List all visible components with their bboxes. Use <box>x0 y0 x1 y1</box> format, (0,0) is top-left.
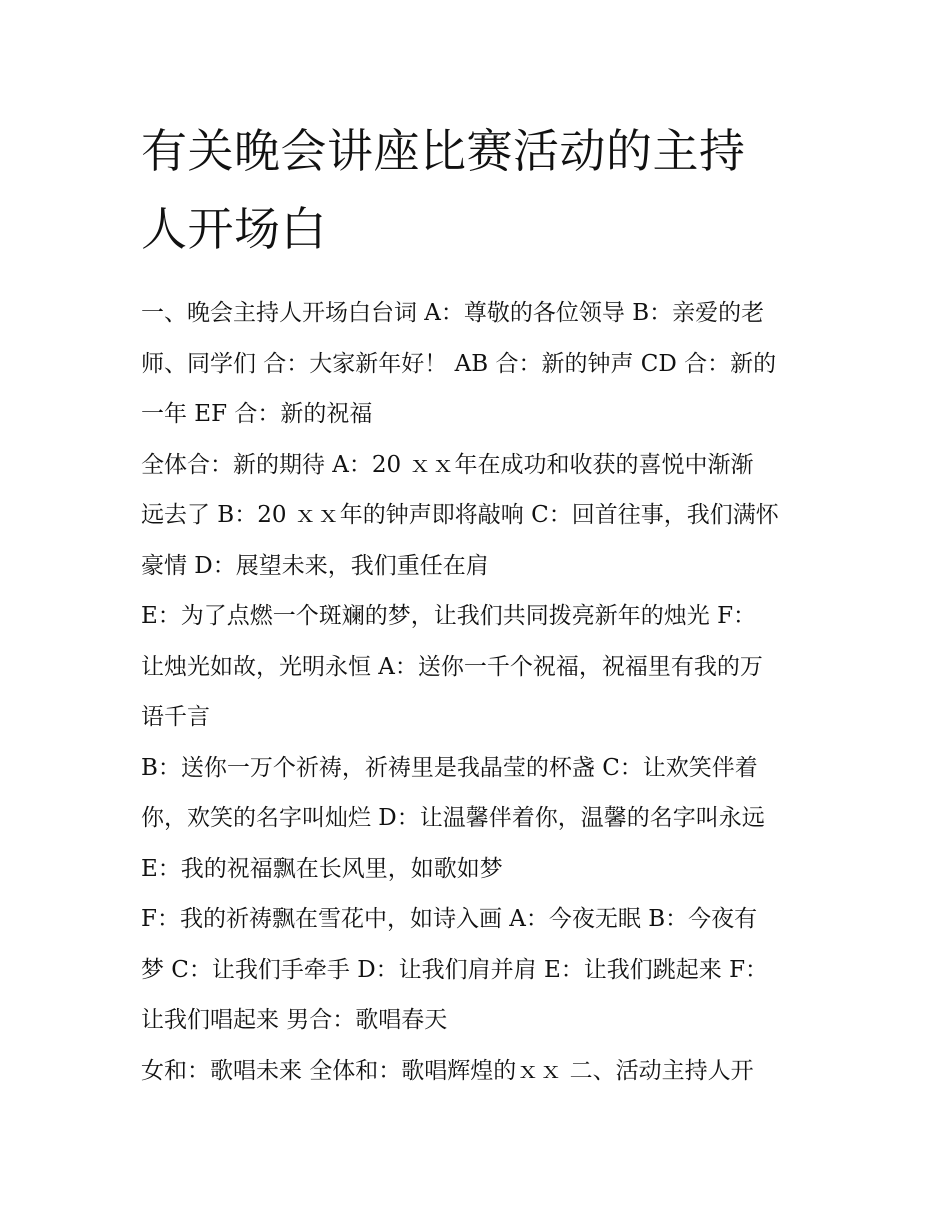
body-line-14: 梦 C：让我们手牵手 D：让我们肩并肩 E：让我们跳起来 F： <box>141 956 769 983</box>
body-line-6: 豪情 D：展望未来，我们重任在肩 <box>141 552 489 579</box>
document-page <box>141 112 813 1096</box>
body-line-3: 一年 EF 合：新的祝福 <box>141 401 373 427</box>
body-line-9: 语千言 <box>141 704 210 730</box>
body-line-11: 你，欢笑的名字叫灿烂 D：让温馨伴着你，温馨的名字叫永远 <box>141 805 765 831</box>
body-paragraph <box>141 288 813 1096</box>
body-line-13: F：我的祈祷飘在雪花中，如诗入画 A：今夜无眠 B：今夜有 <box>141 906 758 932</box>
body-line-5: 远去了 B：20 ｘｘ年的钟声即将敲响 C：回首往事，我们满怀 <box>141 502 779 528</box>
body-line-7: E：为了点燃一个斑斓的梦，让我们共同拨亮新年的烛光 F： <box>141 603 757 629</box>
body-line-15: 让我们唱起来 男合：歌唱春天 <box>141 1007 448 1033</box>
title-line-2: 人开场白 <box>141 202 327 256</box>
body-line-12: E：我的祝福飘在长风里，如歌如梦 <box>141 855 503 882</box>
body-line-8: 让烛光如故，光明永恒 A：送你一千个祝福，祝福里有我的万 <box>141 653 763 680</box>
title-line-1: 有关晚会讲座比赛活动的主持 <box>141 124 746 178</box>
body-line-16: 女和：歌唱未来 全体和：歌唱辉煌的ｘｘ 二、活动主持人开 <box>141 1057 754 1084</box>
document-title <box>141 112 813 268</box>
body-line-4: 全体合：新的期待 A：20 ｘｘ年在成功和收获的喜悦中渐渐 <box>141 451 754 478</box>
document-body <box>141 288 813 1096</box>
body-line-1: 一、晚会主持人开场白台词 A：尊敬的各位领导 B：亲爱的老 <box>141 300 765 326</box>
body-line-10: B：送你一万个祈祷，祈祷里是我晶莹的杯盏 C：让欢笑伴着 <box>141 754 758 781</box>
body-line-2: 师、同学们 合：大家新年好！ AB 合：新的钟声 CD 合：新的 <box>141 350 777 377</box>
